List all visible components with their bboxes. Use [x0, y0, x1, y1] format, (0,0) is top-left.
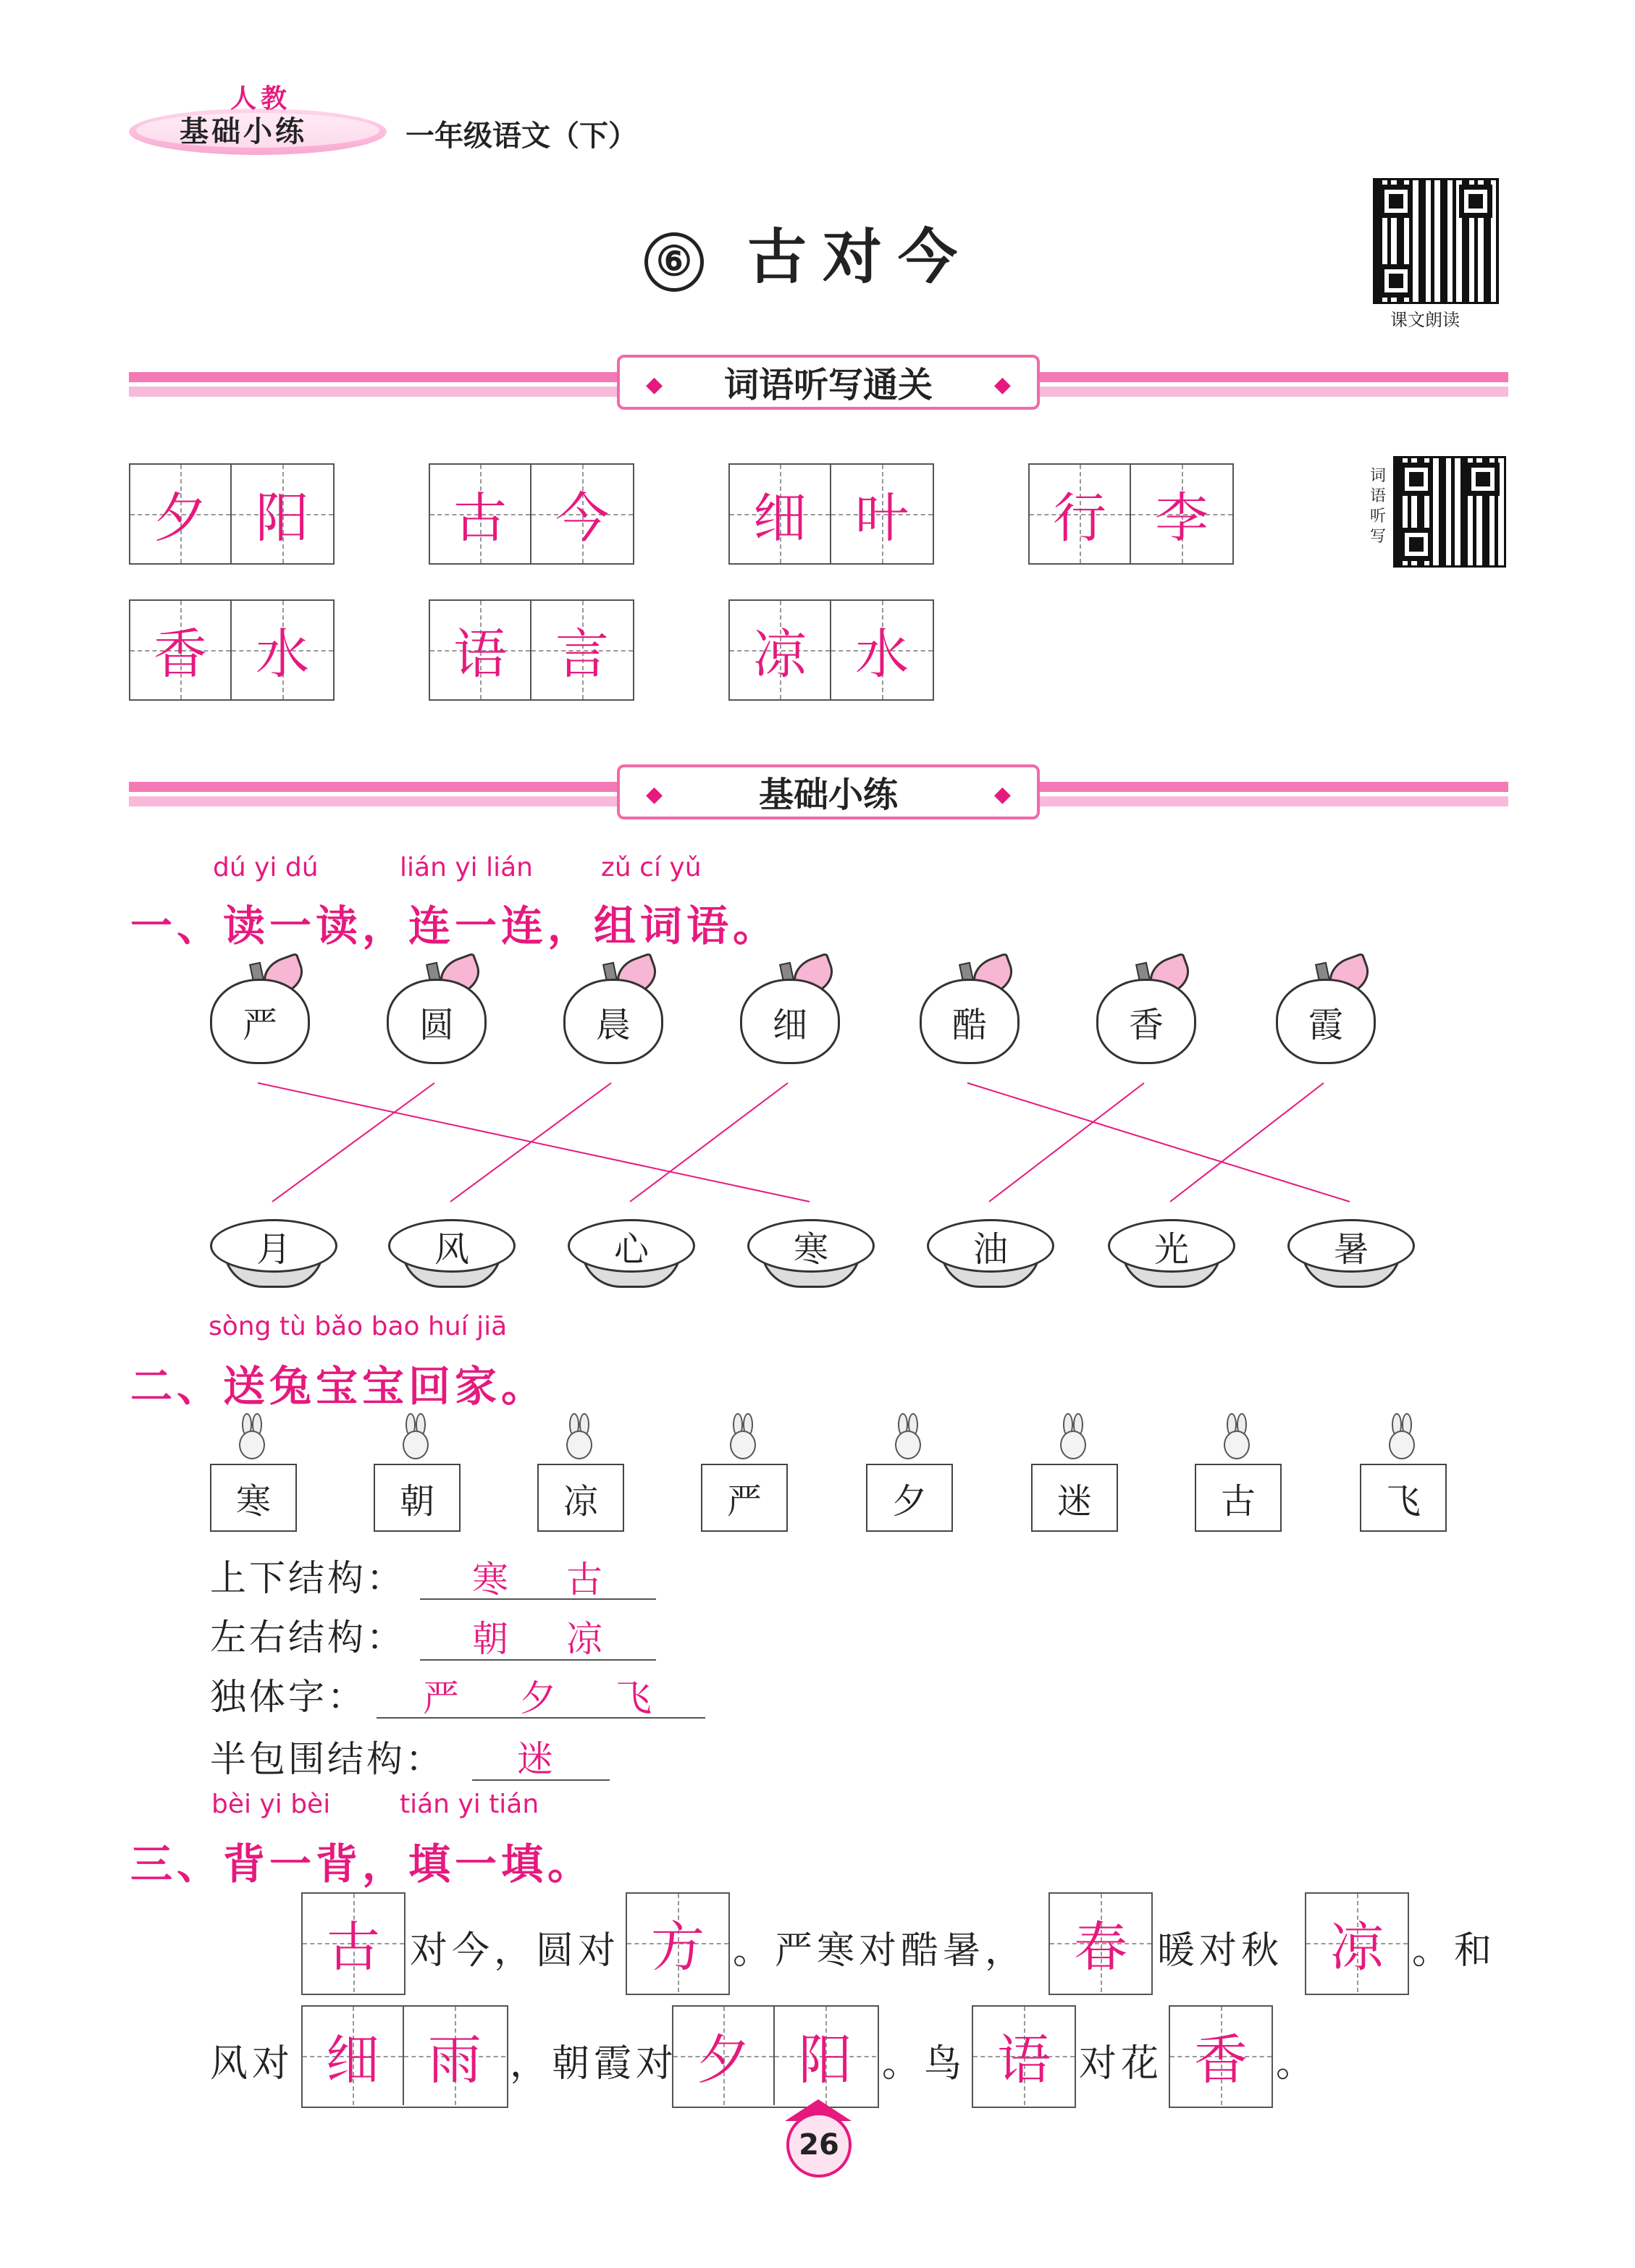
rabbit-card[interactable]: 朝 [374, 1464, 461, 1532]
structure-answer-line-1 [420, 1555, 656, 1600]
fill-answer-3: 春 [1074, 1916, 1127, 1978]
rabbit-icon [1056, 1413, 1088, 1458]
dictation-char: 今 [555, 487, 609, 549]
grade-label: 一年级语文（下） [405, 119, 637, 153]
structure-answer-4a: 迷 [517, 1738, 556, 1780]
q1-title: 一、读一读，连一连，组词语。 [130, 901, 780, 950]
dictation-char: 行 [1053, 487, 1106, 549]
rabbit-card[interactable]: 飞 [1360, 1464, 1447, 1532]
rabbit-card[interactable]: 寒 [210, 1464, 297, 1532]
lesson-title-text: 古对今 [747, 222, 974, 292]
dictation-char: 阳 [256, 487, 309, 549]
bowl-char: 光 [1108, 1219, 1235, 1273]
dictation-char: 李 [1155, 487, 1209, 549]
structure-answer-3c: 飞 [615, 1677, 655, 1719]
fill-answer-7: 语 [997, 2029, 1051, 2091]
q2-pinyin: sòng tù bǎo bao huí jiā [209, 1312, 508, 1341]
rabbit-icon [235, 1413, 266, 1458]
rabbit-icon [726, 1413, 757, 1458]
q3-pinyin-1: bèi yi bèi [211, 1789, 331, 1819]
fill-answer-5a: 细 [326, 2029, 379, 2091]
bowl-card[interactable] [747, 1219, 875, 1291]
bowl-card[interactable] [1108, 1219, 1235, 1291]
section-heading-practice: ◆ 基础小练 ◆ [617, 764, 1040, 819]
dictation-char: 水 [855, 623, 909, 686]
q2-title: 二、送兔宝宝回家。 [130, 1362, 548, 1411]
bowl-card[interactable] [1287, 1219, 1415, 1291]
rabbit-icon [1219, 1413, 1251, 1458]
rabbit-card[interactable]: 凉 [537, 1464, 624, 1532]
fill-answer-8: 香 [1194, 2029, 1248, 2091]
rabbit-card[interactable]: 夕 [866, 1464, 953, 1532]
apple-char: 霞 [1276, 979, 1376, 1064]
text-l2-2: ，朝霞对 [510, 2042, 678, 2086]
match-line [967, 1083, 1350, 1202]
fill-answer-5b: 雨 [428, 2029, 482, 2091]
bowl-char: 月 [210, 1219, 337, 1273]
text-l2-4: 对花 [1079, 2042, 1164, 2086]
dictation-char: 语 [453, 623, 507, 686]
match-line [989, 1083, 1144, 1202]
match-line [450, 1083, 611, 1202]
dictation-char: 凉 [753, 623, 807, 686]
fill-box-1 [301, 1892, 405, 1995]
apple-char: 酷 [920, 979, 1020, 1064]
text-l2-1: 风对 [210, 2042, 295, 2086]
rabbit-card[interactable]: 古 [1195, 1464, 1282, 1532]
structure-answer-1b: 古 [566, 1559, 605, 1601]
apple-card[interactable] [387, 963, 488, 1057]
match-line [630, 1083, 788, 1202]
dictation-char: 香 [154, 623, 207, 686]
structure-answer-line-2 [420, 1616, 656, 1661]
bowl-char: 寒 [747, 1219, 875, 1273]
dictation-char: 水 [256, 623, 309, 686]
bowl-char: 暑 [1287, 1219, 1415, 1273]
fill-answer-1: 古 [327, 1916, 380, 1978]
structure-answer-2b: 凉 [566, 1618, 605, 1660]
bowl-card[interactable] [210, 1219, 337, 1291]
apple-card[interactable] [210, 963, 311, 1057]
rabbit-icon [891, 1413, 922, 1458]
fill-answer-2: 方 [651, 1916, 705, 1978]
text-l1-3: 暖对秋 [1157, 1929, 1284, 1973]
apple-card[interactable] [1276, 963, 1377, 1057]
bowl-card[interactable] [568, 1219, 695, 1291]
rabbit-icon [398, 1413, 430, 1458]
bowl-card[interactable] [388, 1219, 516, 1291]
structure-label-half-enclosed: 半包围结构： [210, 1738, 445, 1780]
dictation-char: 细 [753, 487, 807, 549]
page-number: 26 [786, 2112, 852, 2178]
fill-answer-6a: 夕 [697, 2029, 750, 2091]
dictation-char: 夕 [154, 487, 207, 549]
apple-char: 香 [1096, 979, 1196, 1064]
fill-box-5 [301, 2005, 508, 2108]
fill-box-7 [972, 2005, 1076, 2108]
structure-answer-1a: 寒 [472, 1559, 511, 1601]
dictation-char: 古 [453, 487, 507, 549]
fill-box-6 [672, 2005, 879, 2108]
bowl-card[interactable] [927, 1219, 1054, 1291]
rabbit-card[interactable]: 迷 [1031, 1464, 1118, 1532]
fill-answer-4: 凉 [1330, 1916, 1384, 1978]
dictation-char: 叶 [855, 487, 909, 549]
rabbit-icon [1384, 1413, 1416, 1458]
q1-pinyin-2: lián yi lián [400, 853, 533, 882]
q1-pinyin-1: dú yi dú [213, 853, 319, 882]
apple-card[interactable] [563, 963, 665, 1057]
match-line [258, 1083, 810, 1202]
fill-box-4 [1305, 1892, 1409, 1995]
qr-caption-reading: 课文朗读 [1390, 310, 1460, 330]
q3-title: 三、背一背，填一填。 [130, 1839, 594, 1889]
bowl-char: 风 [388, 1219, 516, 1273]
apple-char: 细 [740, 979, 840, 1064]
q3-pinyin-2: tián yi tián [400, 1789, 539, 1819]
text-l1-4: 。和 [1412, 1929, 1497, 1973]
apple-char: 圆 [387, 979, 487, 1064]
apple-char: 晨 [563, 979, 663, 1064]
series-label: 基础小练 [180, 114, 307, 148]
dictation-char: 言 [555, 623, 609, 686]
structure-label-single: 独体字： [210, 1676, 366, 1718]
apple-card[interactable] [1096, 963, 1198, 1057]
apple-card[interactable] [740, 963, 841, 1057]
rabbit-card[interactable]: 严 [701, 1464, 788, 1532]
structure-label-top-bottom: 上下结构： [210, 1557, 405, 1599]
structure-answer-3a: 严 [423, 1677, 462, 1719]
rabbit-icon [562, 1413, 594, 1458]
bowl-char: 心 [568, 1219, 695, 1273]
fill-box-2 [626, 1892, 730, 1995]
structure-label-left-right: 左右结构： [210, 1616, 405, 1658]
lesson-number: ⑥ [644, 232, 704, 292]
bowl-char: 油 [927, 1219, 1054, 1273]
match-line [272, 1083, 434, 1202]
text-l2-3: 。鸟 [882, 2042, 967, 2086]
fill-box-8 [1169, 2005, 1273, 2108]
section-heading-dictation: ◆ 词语听写通关 ◆ [617, 355, 1040, 410]
text-l1-2: 。严寒对酷暑， [733, 1929, 1027, 1973]
qr-caption-dictation: 词语听写 [1370, 467, 1387, 546]
apple-card[interactable] [920, 963, 1021, 1057]
structure-answer-3b: 夕 [520, 1677, 559, 1719]
fill-answer-6b: 阳 [799, 2029, 852, 2091]
text-l2-5: 。 [1276, 2042, 1319, 2086]
q1-pinyin-3: zǔ cí yǔ [601, 853, 702, 882]
text-l1-1: 对今，圆对 [410, 1929, 621, 1973]
structure-answer-2a: 朝 [472, 1618, 511, 1660]
apple-char: 严 [210, 979, 310, 1064]
publisher-label: 人教 [230, 83, 292, 114]
fill-box-3 [1048, 1892, 1153, 1995]
match-line [1170, 1083, 1324, 1202]
